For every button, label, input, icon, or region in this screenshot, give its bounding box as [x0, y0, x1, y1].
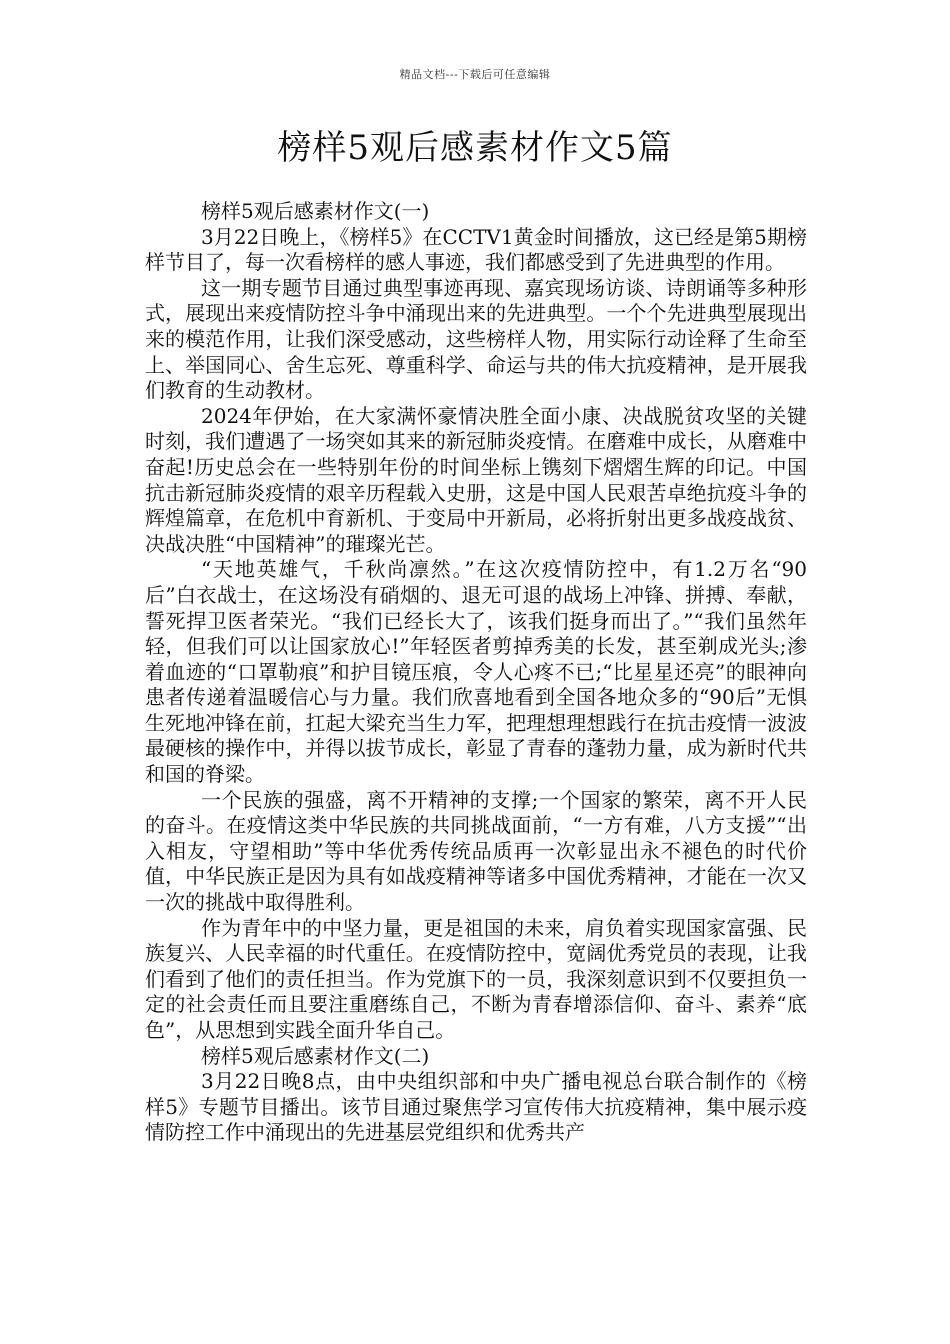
paragraph: 2024年伊始，在大家满怀豪情决胜全面小康、决战脱贫攻坚的关键时刻，我们遭遇了一场突如其来的新冠肺炎疫情。在磨难中成长，从磨难中奋起!历史总会在一些特别年份的时间坐标上镌刻下熠熠生辉的印记。中国抗击新冠肺炎疫情的艰辛历程载入史册，这是中国人民艰苦卓绝抗疫斗争的辉煌篇章，在危机中育新机、于变局中开新局，必将折射出更多战疫战贫、决战决胜“中国精神”的璀璨光芒。 — [145, 403, 807, 556]
page-header-watermark: 精品文档---下载后可任意编辑 — [399, 68, 551, 81]
paragraph: 作为青年中的中坚力量，更是祖国的未来，肩负着实现国家富强、民族复兴、人民幸福的时代重任。在疫情防控中，宽阔优秀党员的表现，让我们看到了他们的责任担当。作为党旗下的一员，我深刻意识到不仅要担负一定的社会责任而且要注重磨练自己，不断为青春增添信仰、奋斗、素养“底色”，从思想到实践全面升华自己。 — [145, 915, 807, 1042]
paragraph: 这一期专题节目通过典型事迹再现、嘉宾现场访谈、诗朗诵等多种形式，展现出来疫情防控斗争中涌现出来的先进典型。一个个先进典型展现出来的模范作用，让我们深受感动，这些榜样人物，用实际行动诠释了生命至上、举国同心、舍生忘死、尊重科学、命运与共的伟大抗疫精神，是开展我们教育的生动教材。 — [145, 275, 807, 403]
paragraph: “天地英雄气，千秋尚凛然。”在这次疫情防控中，有1.2万名“90后”白衣战士，在这场没有硝烟的、退无可退的战场上冲锋、拼搏、奉献，誓死捍卫医者荣光。“我们已经长大了，该我们挺身而出了。”“我们虽然年轻，但我们可以让国家放心!”年轻医者剪掉秀美的长发，甚至剃成光头;渗着血迹的“口罩勒痕”和护目镜压痕，令人心疼不已;“比星星还亮”的眼神向患者传递着温暖信心与力量。我们欣喜地看到全国各地众多的“90后”无惧生死地冲锋在前，扛起大梁充当生力军，把理想理想践行在抗击疫情一波波最硬核的操作中，并得以拔节成长，彰显了青春的蓬勃力量，成为新时代共和国的脊梁。 — [145, 557, 807, 787]
section-heading-1: 榜样5观后感素材作文(一) — [201, 199, 430, 223]
section-heading-2: 榜样5观后感素材作文(二) — [201, 1043, 430, 1068]
paragraph: 一个民族的强盛，离不开精神的支撑;一个国家的繁荣，离不开人民的奋斗。在疫情这类中华民族的共同挑战面前，“一方有难，八方支援”“出入相友，守望相助”等中华优秀传统品质再一次彰显出永不褪色的时代价值，中华民族正是因为具有如战疫精神等诸多中国优秀精神，才能在一次又一次的挑战中取得胜利。 — [145, 787, 807, 915]
document-body — [145, 199, 807, 1146]
document-title: 榜样5观后感素材作文5篇 — [277, 128, 673, 168]
paragraph: 3月22日晚8点，由中央组织部和中央广播电视总台联合制作的《榜样5》专题节目播出。该节目通过聚焦学习宣传伟大抗疫精神，集中展示疫情防控工作中涌现出的先进基层党组织和优秀共产 — [145, 1069, 807, 1145]
paragraph: 3月22日晚上，《榜样5》在CCTV1黄金时间播放，这已经是第5期榜样节目了，每一次看榜样的感人事迹，我们都感受到了先进典型的作用。 — [145, 224, 807, 275]
